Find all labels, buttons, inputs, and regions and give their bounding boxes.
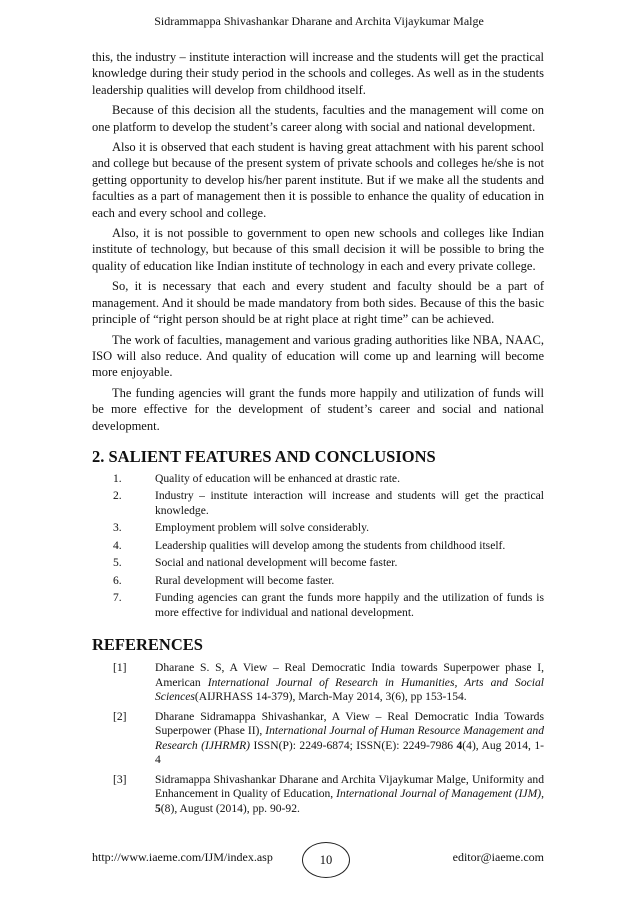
reference-text: ISSN(P): 2249-6874; ISSN(E): 2249-7986	[250, 738, 457, 752]
feature-item	[92, 539, 544, 554]
reference-text: International Journal of Research in Humanities, Arts and Social Sciences	[155, 675, 544, 704]
feature-number: 4.	[113, 538, 122, 552]
reference-item	[92, 661, 544, 705]
feature-number: 6.	[113, 573, 122, 587]
feature-text: Industry – institute interaction will increase and students will get the practical knowledge.	[155, 489, 544, 517]
reference-text: (4), Aug 2014, 1-4	[155, 738, 545, 767]
page-footer	[92, 842, 544, 882]
references-heading: REFERENCES	[92, 635, 203, 655]
feature-item	[92, 489, 544, 518]
feature-number: 7.	[113, 591, 122, 605]
footer-email-link[interactable]: editor@iaeme.com	[452, 850, 544, 864]
feature-text: Social and national development will become faster.	[155, 556, 398, 570]
feature-item	[92, 472, 544, 487]
reference-text: Dharane S. S, A View – Real Democratic India towards Superpower phase I, American	[155, 661, 544, 689]
reference-number: [2]	[113, 709, 127, 723]
feature-text: Funding agencies can grant the funds more happily and the utilization of funds is more effective for individual and national development.	[155, 591, 544, 619]
body-paragraph: The funding agencies will grant the funds more happily and utilization of funds will be more effective for the development of student’s career and social and national development.	[92, 385, 544, 433]
footer-url-link[interactable]: http://www.iaeme.com/IJM/index.asp	[92, 850, 273, 864]
section-heading: 2. SALIENT FEATURES AND CONCLUSIONS	[92, 446, 436, 466]
body-paragraph: Because of this decision all the students, faculties and the management will come on one platform to develop the student’s career along with social and national development.	[92, 103, 544, 134]
feature-number: 1.	[113, 471, 122, 485]
feature-item	[92, 574, 544, 589]
reference-text: ,	[541, 787, 545, 801]
reference-item	[92, 710, 544, 768]
reference-text: Sidramappa Shivashankar Dharane and Archita Vijaykumar Malge, Uniformity and Enhancement in Quality of Education,	[155, 772, 544, 801]
body-paragraph: Also, it is not possible to government to open new schools and colleges like Indian institute of technology, but because of this small decision it will be possible to bring the quality of education like Indian institute of technology in each and every private college.	[92, 226, 544, 273]
feature-text: Leadership qualities will develop among the students from childhood itself.	[155, 538, 506, 552]
feature-item	[92, 521, 544, 536]
reference-text: Dharane Sidramappa Shivashankar, A View – Real Democratic India Towards Superpower (Phase II),	[155, 709, 544, 738]
feature-item	[92, 591, 544, 620]
page-content	[92, 49, 544, 821]
feature-text: Rural development will become faster.	[155, 573, 335, 587]
reference-number: [1]	[113, 661, 127, 675]
reference-text: International Journal of Human Resource Management and Research (IJHRMR)	[155, 724, 544, 752]
reference-number: [3]	[113, 772, 127, 786]
running-head: Sidrammappa Shivashankar Dharane and Archita Vijaykumar Malge	[154, 14, 484, 28]
feature-text: Employment problem will solve considerably.	[155, 521, 370, 535]
reference-item	[92, 773, 544, 817]
feature-number: 2.	[113, 489, 122, 503]
reference-text: (AIJRHASS 14-379), March-May 2014, 3(6), pp 153-154.	[194, 690, 467, 704]
body-paragraph: The work of faculties, management and various grading authorities like NBA, NAAC, ISO will also reduce. And quality of education will come up and learning will become more enjoyable.	[92, 332, 544, 380]
references-list	[92, 661, 544, 816]
reference-text: (8), August (2014), pp. 90-92.	[160, 801, 300, 815]
reference-text: 5	[155, 801, 161, 815]
body-paragraph: So, it is necessary that each and every student and faculty should be a part of management. And it should be made mandatory from both sides. Because of this the basic principle of “right person should be at right place at right time” can be achieved.	[92, 279, 544, 327]
reference-text: International Journal of Management (IJM)	[336, 787, 542, 801]
reference-text: 4	[456, 738, 463, 752]
body-paragraph: this, the industry – institute interaction will increase and the students will get the practical knowledge during their study period in the schools and colleges. As well as in the students leadership qualities will develop from childhood itself.	[92, 50, 545, 97]
feature-number: 3.	[113, 521, 122, 535]
feature-number: 5.	[113, 556, 122, 570]
features-list	[92, 472, 544, 621]
body-paragraph: Also it is observed that each student is having great attachment with his parent school and college but because of the present system of private schools and colleges he/she is not getting opportunity to develop his/her parent institute. But if we make all the students and faculties as a part of management then it is possible to enhance the quality of education in each and every school and college.	[92, 140, 544, 220]
feature-item	[92, 556, 544, 571]
page-number: 10	[302, 842, 350, 878]
body-paragraphs	[92, 49, 544, 434]
feature-text: Quality of education will be enhanced at drastic rate.	[155, 471, 400, 485]
